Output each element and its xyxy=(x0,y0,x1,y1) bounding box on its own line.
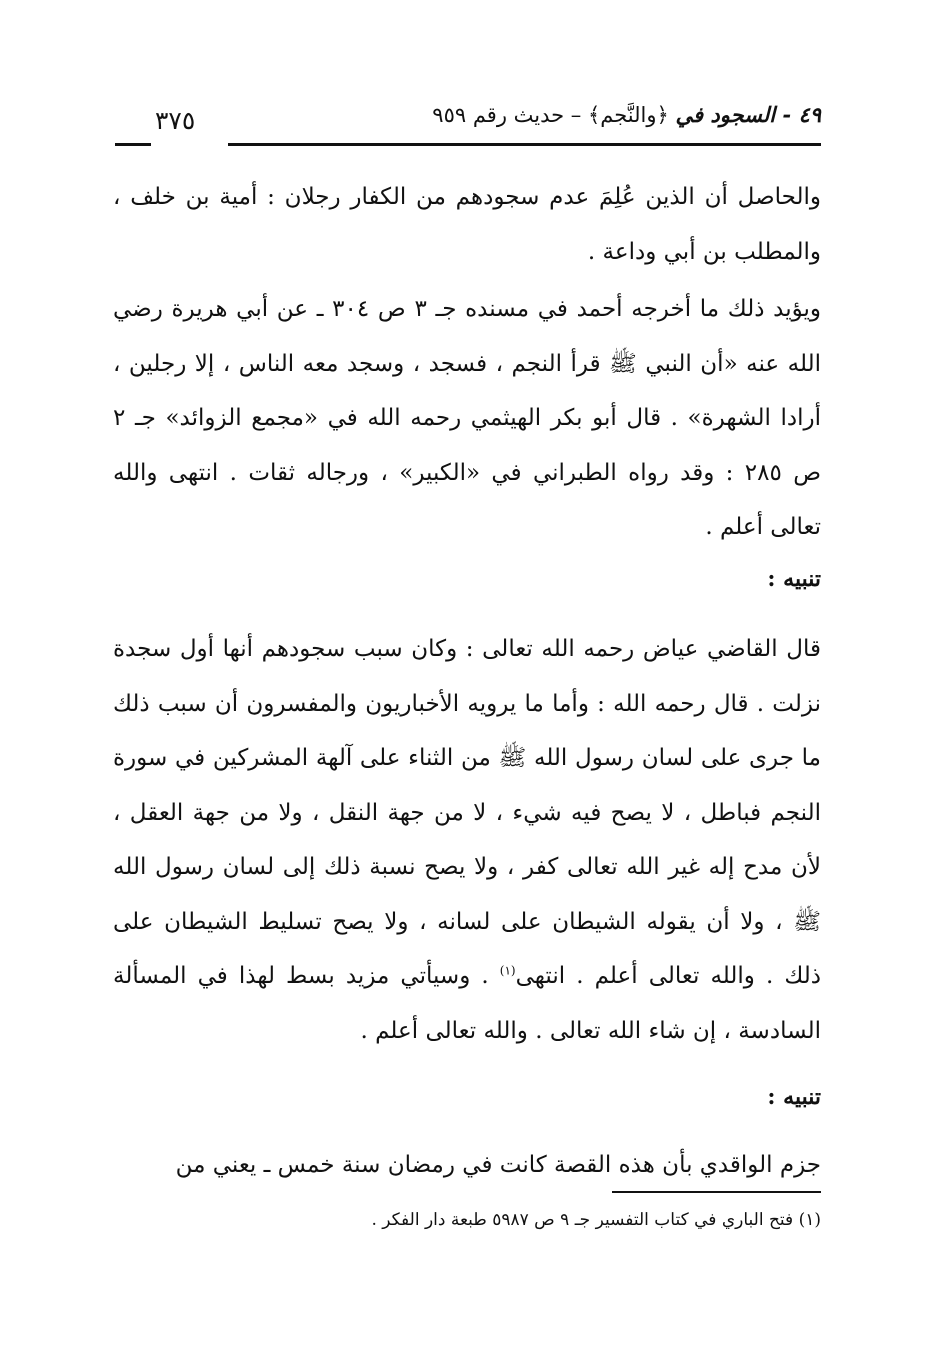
paragraph-conclusion: والحاصل أن الذين عُلِمَ عدم سجودهم من الكفار رجلان : أمية بن خلف ، والمطلب بن أبي وداعة . xyxy=(113,184,821,265)
paragraph-qadi-iyad-text: قال القاضي عياض رحمه الله تعالى : وكان سبب سجودهم أنها أول سجدة نزلت . قال رحمه الله : وأما ما يرويه الأخباريون والمفسرون أن سبب ذلك ما جرى على لسان رسول الله ﷺ من الثناء على آلهة المشركين في سورة النجم فباطل ، لا يصح فيه شيء ، لا من جهة النقل ، ولا من جهة العقل ، لأن مدح إله غير الله تعالى كفر ، ولا يصح نسبة ذلك إلى لسان رسول الله ﷺ ، ولا أن يقوله الشيطان على لسانه ، ولا يصح تسليط الشيطان على ذلك . والله تعالى أعلم . انتهى xyxy=(113,636,821,989)
paragraph-waqidi: جزم الواقدي بأن هذه القصة كانت في رمضان سنة خمس ـ يعني من xyxy=(175,1152,821,1178)
running-title-hadith: ﴿والنَّجم﴾ – حديث رقم ٩٥٩ xyxy=(432,103,669,127)
footnote-text: (١) فتح الباري في كتاب التفسير جـ ٩ ص ٥٩٨٧ طبعة دار الفكر . xyxy=(371,1210,821,1230)
header-rule xyxy=(228,143,821,146)
paragraph-supporting-hadith: ويؤيد ذلك ما أخرجه أحمد في مسنده جـ ٣ ص ٣٠٤ ـ عن أبي هريرة رضي الله عنه «أن النبي ﷺ قرأ النجم ، فسجد ، وسجد معه الناس ، إلا رجلين ، أرادا الشهرة» . قال أبو بكر الهيثمي رحمه الله في «مجمع الزوائد» جـ ٢ ص ٢٨٥ : وقد رواه الطبراني في «الكبير» ، ورجاله ثقات . انتهى والله تعالى أعلم . xyxy=(113,296,821,540)
running-title-chapter: ٤٩ - السجود في xyxy=(675,102,821,127)
page-header xyxy=(115,96,821,146)
running-title xyxy=(432,102,821,127)
footnote-marker[interactable]: (١) xyxy=(499,963,516,978)
footnote-separator xyxy=(612,1191,821,1193)
paragraph-qadi-iyad-continuation: . وسيأتي مزيد بسط لهذا في المسألة السادسة ، إن شاء الله تعالى . والله تعالى أعلم . xyxy=(113,963,821,1044)
page-number: ٣٧٥ xyxy=(155,106,196,135)
paragraph-qadi-iyad xyxy=(113,622,821,1058)
heading-notice-1: تنبيه : xyxy=(767,566,821,592)
heading-notice-2: تنبيه : xyxy=(767,1084,821,1110)
page-number-rule xyxy=(115,143,151,146)
